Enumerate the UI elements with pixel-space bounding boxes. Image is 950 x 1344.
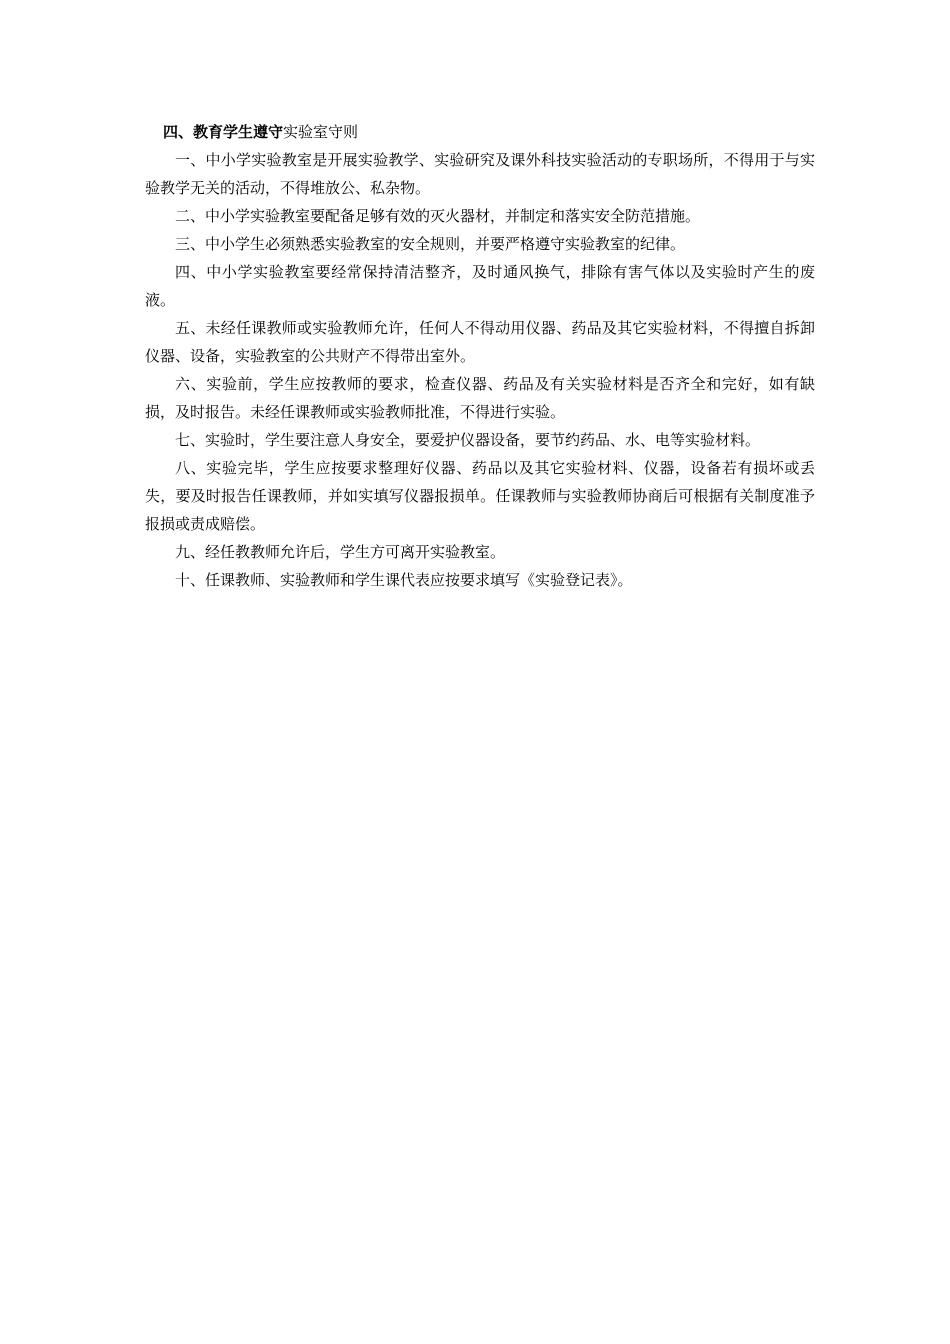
rule-paragraph-5: 五、未经任课教师或实验教师允许，任何人不得动用仪器、药品及其它实验材料，不得擅自拆卸仪器、设备，实验教室的公共财产不得带出室外。 bbox=[145, 319, 815, 365]
section-heading-normal: 实验室守则 bbox=[283, 123, 359, 141]
section-heading bbox=[163, 118, 815, 146]
rule-paragraph-6: 六、实验前，学生应按教师的要求，检查仪器、药品及有关实验材料是否齐全和完好，如有缺损，及时报告。未经任课教师或实验教师批准，不得进行实验。 bbox=[145, 375, 815, 421]
rule-paragraph-1: 一、中小学实验教室是开展实验教学、实验研究及课外科技实验活动的专职场所，不得用于与实验教学无关的活动，不得堆放公、私杂物。 bbox=[145, 151, 815, 197]
rule-paragraph-9: 九、经任教教师允许后，学生方可离开实验教室。 bbox=[175, 543, 506, 561]
rule-paragraph-10: 十、任课教师、实验教师和学生课代表应按要求填写《实验登记表》。 bbox=[175, 571, 633, 589]
section-heading-bold: 四、教育学生遵守 bbox=[163, 123, 284, 141]
rule-paragraph-7: 七、实验时，学生要注意人身安全，要爱护仪器设备，要节约药品、水、电等实验材料。 bbox=[175, 431, 761, 449]
document-body bbox=[145, 118, 815, 594]
rule-paragraph-3: 三、中小学生必须熟悉实验教室的安全规则，并要严格遵守实验教室的纪律。 bbox=[175, 235, 686, 253]
rule-paragraph-2: 二、中小学实验教室要配备足够有效的灭火器材，并制定和落实安全防范措施。 bbox=[175, 207, 701, 225]
rule-paragraph-4: 四、中小学实验教室要经常保持清洁整齐，及时通风换气，排除有害气体以及实验时产生的废液。 bbox=[145, 263, 815, 309]
rule-paragraph-8: 八、实验完毕，学生应按要求整理好仪器、药品以及其它实验材料、仪器，设备若有损坏或丢失，要及时报告任课教师，并如实填写仪器报损单。任课教师与实验教师协商后可根据有关制度准予报损或责成赔偿。 bbox=[145, 459, 815, 533]
